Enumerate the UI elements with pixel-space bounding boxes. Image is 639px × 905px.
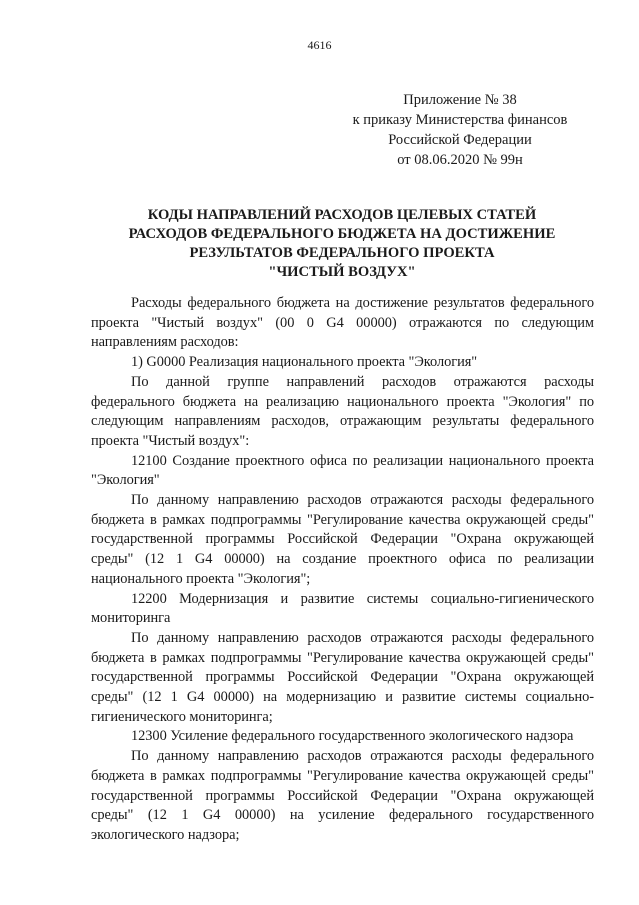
intro-paragraph: Расходы федерального бюджета на достижение результатов федерального проекта "Чистый воздух" (00 0 G4 00000) отражаются по следующим направлениям расходов:	[91, 295, 594, 351]
title-line: РЕЗУЛЬТАТОВ ФЕДЕРАЛЬНОГО ПРОЕКТА	[189, 245, 495, 261]
appendix-reference	[330, 90, 590, 170]
group-description: По данной группе направлений расходов отражаются расходы федерального бюджета на реализацию национального проекта "Экология" по следующим направлениям расходов, отражающим результаты федерального проекта "Чистый воздух":	[91, 373, 594, 449]
appendix-line: Российской Федерации	[388, 132, 532, 148]
group-heading: 1) G0000 Реализация национального проекта "Экология"	[131, 354, 478, 371]
appendix-line: от 08.06.2020 № 99н	[397, 152, 523, 168]
expense-code-description: По данному направлению расходов отражаются расходы федерального бюджета в рамках подпрограммы "Регулирование качества окружающей среды" государственной программы Российской Федерации "Охрана окружающей среды" (12 1 G4 00000) на модернизацию и развитие системы социально-гигиенического мониторинга;	[91, 629, 594, 725]
title-line: "ЧИСТЫЙ ВОЗДУХ"	[268, 264, 416, 280]
expense-code-description: По данному направлению расходов отражаются расходы федерального бюджета в рамках подпрограммы "Регулирование качества окружающей среды" государственной программы Российской Федерации "Охрана окружающей среды" (12 1 G4 00000) на создание проектного офиса по реализации национального проекта "Экология";	[91, 492, 594, 587]
document-title	[60, 206, 624, 282]
title-line: КОДЫ НАПРАВЛЕНИЙ РАСХОДОВ ЦЕЛЕВЫХ СТАТЕЙ	[147, 207, 537, 223]
expense-code-description: По данному направлению расходов отражаются расходы федерального бюджета в рамках подпрограммы "Регулирование качества окружающей среды" государственной программы Российской Федерации "Охрана окружающей среды" (12 1 G4 00000) на усиление федерального государственного экологического надзора;	[91, 748, 594, 843]
appendix-line: к приказу Министерства финансов	[352, 112, 568, 128]
title-line: РАСХОДОВ ФЕДЕРАЛЬНОГО БЮДЖЕТА НА ДОСТИЖЕНИЕ	[128, 226, 556, 242]
document-body	[91, 294, 594, 846]
expense-code-heading: 12200 Модернизация и развитие системы социально-гигиенического мониторинга	[91, 590, 594, 627]
expense-code-heading: 12300 Усиление федерального государственного экологического надзора	[131, 728, 574, 745]
page-number: 4616	[307, 38, 332, 52]
expense-code-heading: 12100 Создание проектного офиса по реализации национального проекта "Экология"	[91, 452, 594, 489]
appendix-line: Приложение № 38	[403, 92, 517, 108]
